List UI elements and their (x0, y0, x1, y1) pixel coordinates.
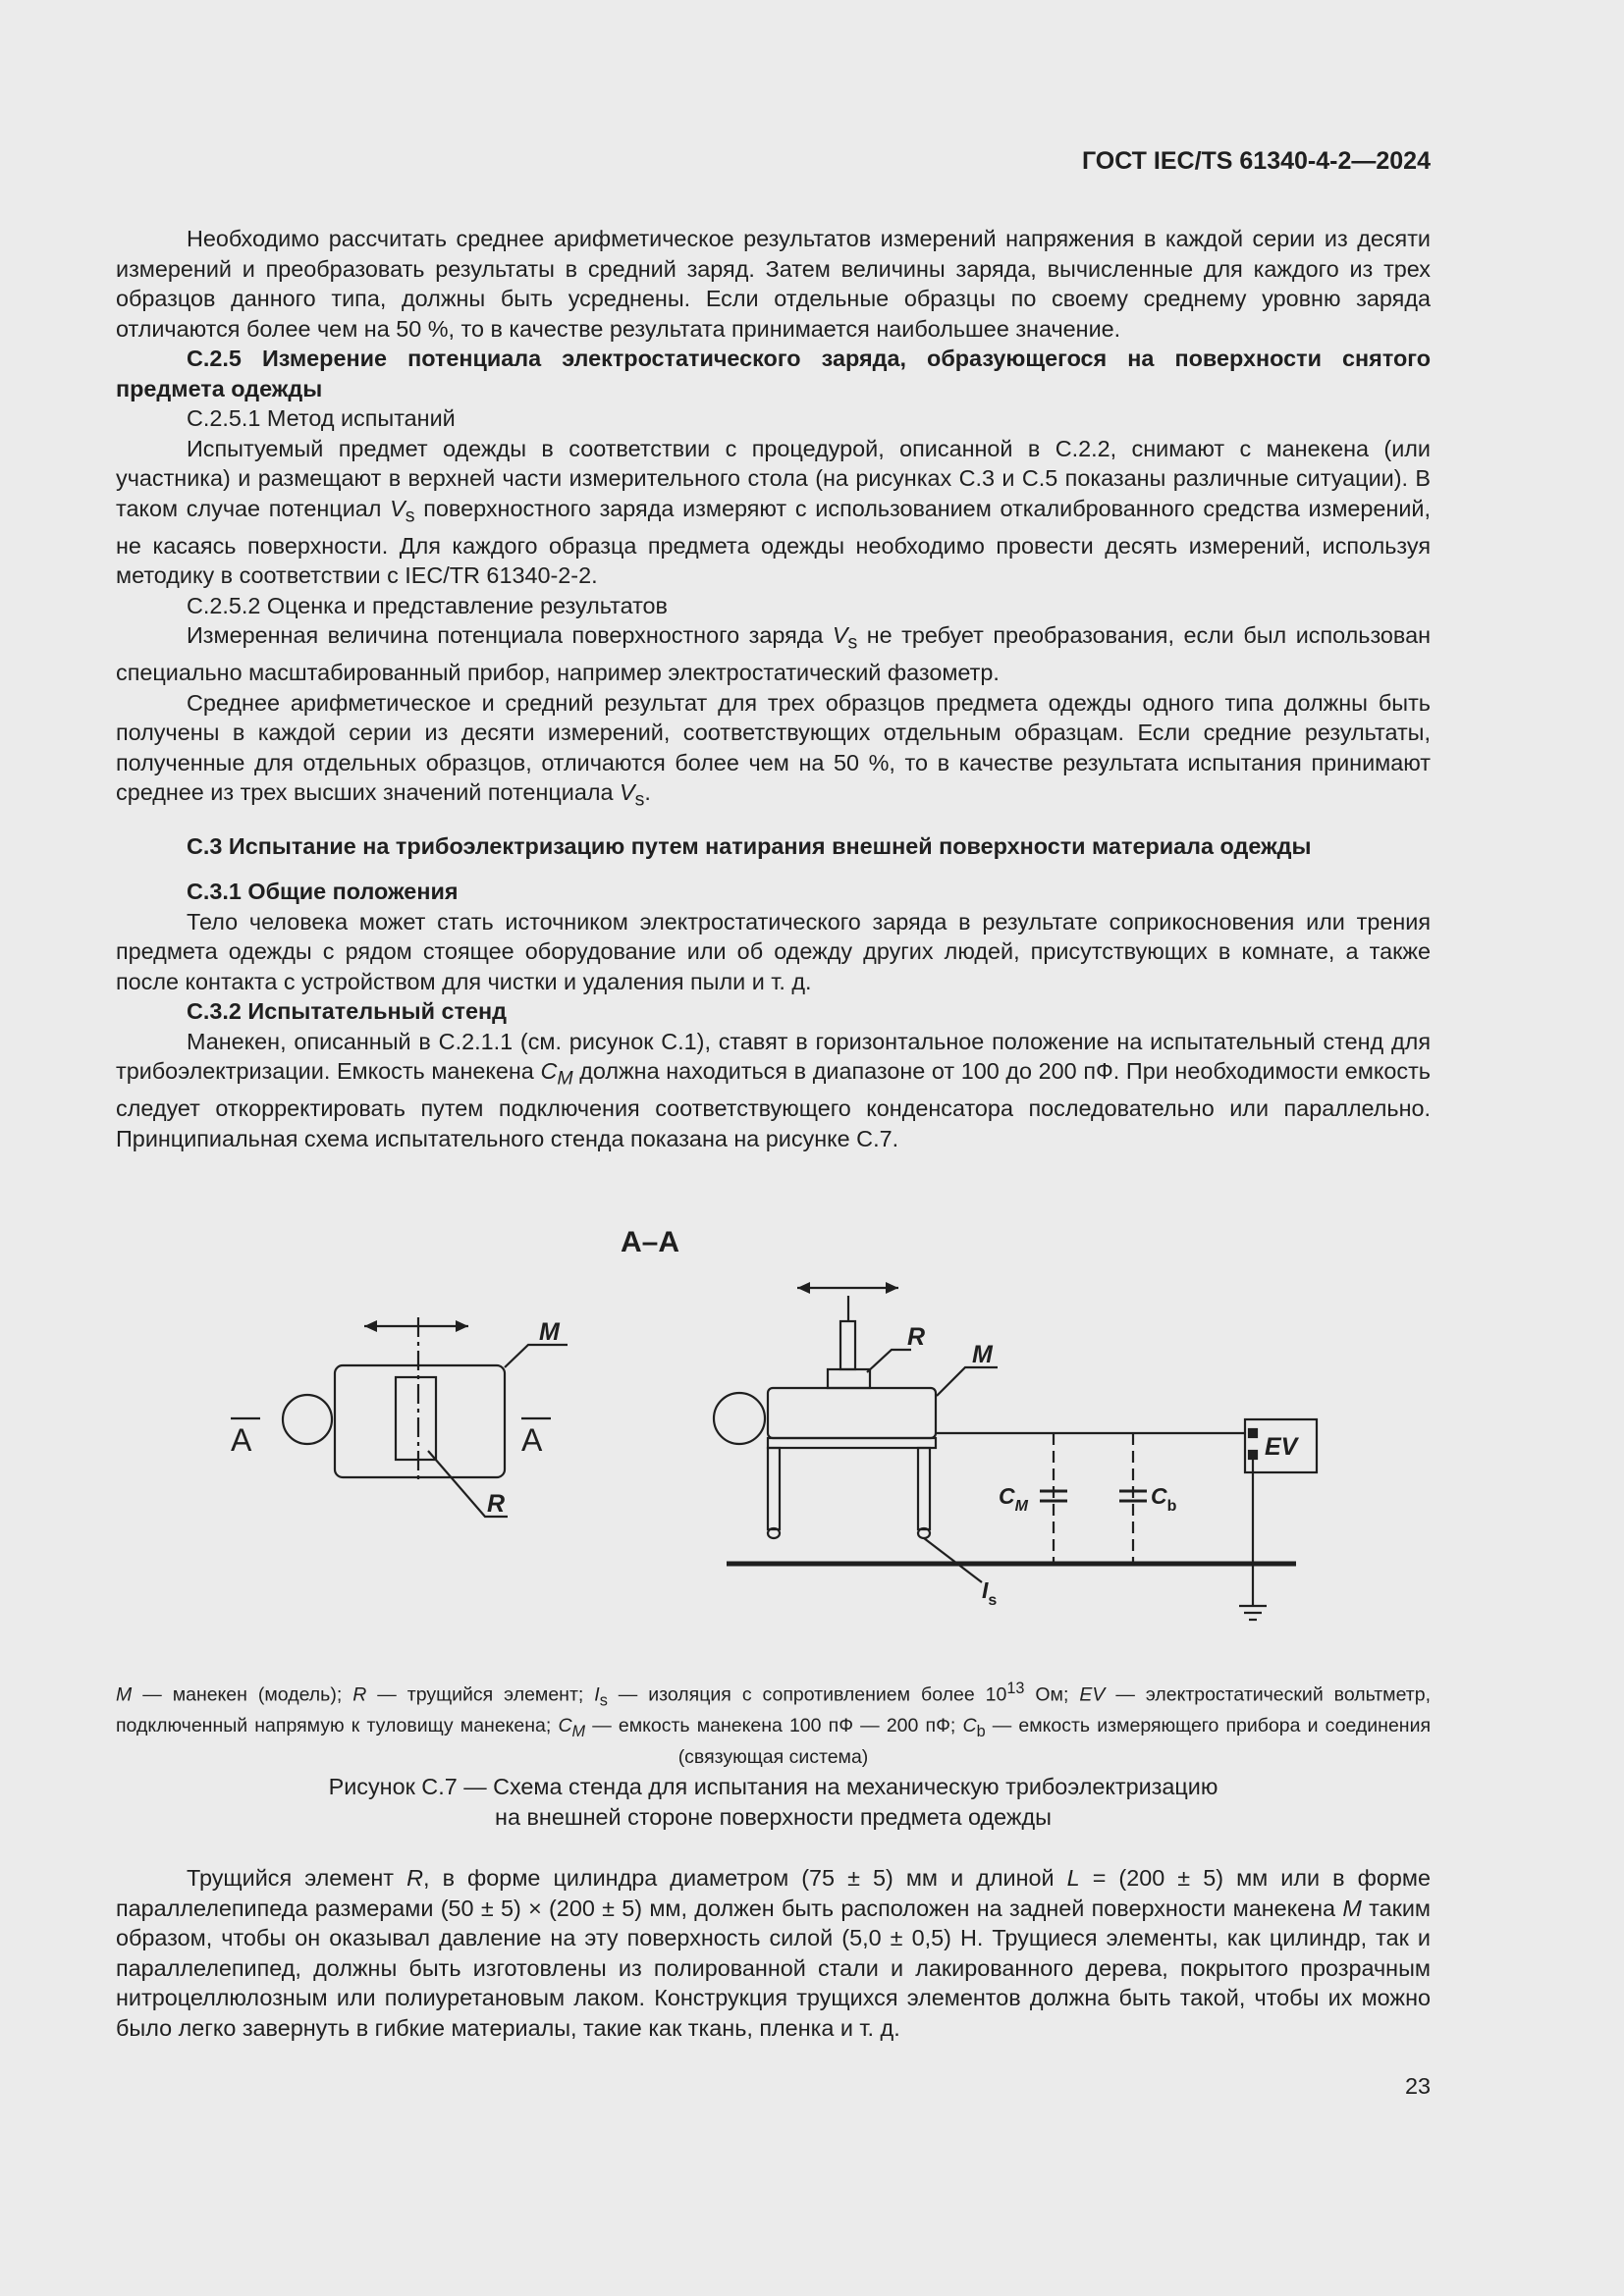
subscript-s: s (599, 1691, 608, 1710)
paragraph-general: Тело человека может стать источником электростатического заряда в результате соприкосновения или трения предмета одежды с рядом стоящее оборудование или об одежду других людей, присутствующих в комнате, а также после контакта с устройством для чистки и удаления пыли и т. д. (116, 908, 1431, 994)
mannequin-head-top-view (283, 1395, 332, 1444)
label-m-left: M (539, 1318, 560, 1346)
figure-caption (116, 1772, 1431, 1833)
rubbing-element-rod (840, 1321, 855, 1369)
figure-c7-svg (0, 1198, 1624, 1659)
label-r-right: R (907, 1323, 926, 1351)
label-ev: EV (1265, 1433, 1298, 1461)
arrowhead-icon (456, 1320, 468, 1332)
table-leg-right (918, 1448, 930, 1529)
figure-c7-diagram (0, 1198, 1624, 1659)
section-letter-left: А (231, 1422, 252, 1458)
exponent: 13 (1006, 1680, 1025, 1697)
table-top (768, 1438, 936, 1448)
heading-c-3-2: С.3.2 Испытательный стенд (187, 998, 507, 1025)
text-run: таким образом, чтобы он оказывал давление на эту поверхность силой (5,0 ± 0,5) Н. Трущиеся элементы, как цилиндр, так и параллелепипед, должны быть изготовлены из полированной стали и лакированного дерева, покрытого прозрачным нитроцеллюлозным или полиуретановым лаком. Конструкция трущихся элементов должна быть такой, чтобы их можно было легко завернуть в гибкие материалы, такие как ткань, пленка и т. д. (116, 1895, 1431, 2041)
voltmeter-terminal-1 (1249, 1429, 1257, 1437)
leader-r-right (867, 1350, 911, 1372)
label-r-left: R (487, 1490, 506, 1518)
heading-c-2-5: С.2.5 Измерение потенциала электростатического заряда, образующегося на поверхности снятого предмета одежды (116, 346, 1431, 401)
symbol-r: R (352, 1683, 367, 1706)
page-number: 23 (1404, 2073, 1431, 2099)
symbol-i: I (594, 1683, 600, 1706)
symbol-ev: EV (1079, 1683, 1106, 1706)
text-run: = (200 ± 5) мм или в форме параллелепипеда размерами (50 ± 5) × (200 ± 5) мм, должен быть расположен на задней поверхности манекена (116, 1865, 1431, 1921)
text-run: — емкость манекена 100 пФ — 200 пФ; (585, 1715, 963, 1737)
mannequin-head-side-view (714, 1393, 765, 1444)
figure-legend (116, 1676, 1431, 1770)
lower-text-block (116, 1863, 1431, 2043)
leader-m-left (505, 1345, 568, 1367)
label-m-right: M (972, 1341, 993, 1368)
symbol-l: L (1066, 1865, 1080, 1891)
heading-c-2-5-2: С.2.5.2 Оценка и представление результатов (187, 592, 668, 618)
table-leg-left (768, 1448, 780, 1529)
document-code-header: ГОСТ IEC/TS 61340-4-2—2024 (1081, 147, 1431, 175)
symbol-r: R (406, 1865, 423, 1891)
leader-is (924, 1538, 982, 1582)
paragraph-averaging: Необходимо рассчитать среднее арифметическое результатов измерений напряжения в каждой серии из десяти измерений и преобразовать результаты в средний заряд. Затем величины заряда, вычисленные для каждого из трех образцов данного типа, должны быть усреднены. Если отдельные образцы по своему среднему уровню заряда отличаются более чем на 50 %, то в качестве результата принимается наибольшее значение. (116, 226, 1431, 342)
caption-line-1: Рисунок С.7 — Схема стенда для испытания на механическую трибоэлектризацию (328, 1774, 1218, 1799)
text-run: . (644, 779, 651, 806)
upper-text-block (116, 224, 1431, 1153)
paragraph-evaluation (116, 620, 1431, 688)
text-run: Измеренная величина потенциала поверхностного заряда (187, 622, 833, 649)
leader-m-right (937, 1367, 998, 1396)
label-cm: $C_M$ (999, 1483, 1028, 1515)
section-label: А–А (621, 1226, 680, 1258)
arrowhead-icon (797, 1282, 810, 1294)
text-run: поверхностного заряда измеряют с использованием откалиброванного средства измерений, не касаясь поверхности. Для каждого образца предмета одежды необходимо провести десять измерений, используя методику в соответствии с IEC/TR 61340-2-2. (116, 495, 1431, 589)
symbol-c: C (962, 1715, 977, 1737)
rubbing-element-top-view (396, 1377, 436, 1460)
symbol-v: V (390, 495, 406, 521)
text-run: Испытуемый предмет одежды в соответствии с процедурой, описанной в С.2.2, снимают с манекена (или участника) и размещают в верхней части измерительного стола (на рисунках С.3 и С.5 показаны различные ситуации). В таком случае потенциал (116, 435, 1431, 521)
subscript-m: M (571, 1723, 586, 1741)
symbol-v: V (832, 622, 848, 649)
subscript-b: b (976, 1723, 986, 1741)
text-run: , в форме цилиндра диаметром (75 ± 5) мм и длиной (423, 1865, 1067, 1891)
legend-text (116, 1676, 1431, 1770)
paragraph-method (116, 434, 1431, 591)
arrowhead-icon (364, 1320, 377, 1332)
symbol-v: V (619, 779, 635, 806)
text-run: Манекен, описанный в С.2.1.1 (см. рисунок С.1), ставят в горизонтальное положение на испытательный стенд для трибоэлектризации. Емкость манекена (116, 1028, 1431, 1085)
paragraph-average-results (116, 688, 1431, 816)
subscript-s: s (405, 505, 415, 527)
symbol-c: C (540, 1058, 558, 1085)
heading-c-3: С.3 Испытание на трибоэлектризацию путем натирания внешней поверхности материала одежды (187, 832, 1312, 859)
label-cb: $C_b$ (1151, 1483, 1177, 1515)
text-run: — электростатический вольтметр, подключенный напрямую к туловищу манекена; (116, 1683, 1431, 1737)
heading-c-3-1: С.3.1 Общие положения (187, 879, 459, 905)
symbol-c: C (558, 1715, 572, 1737)
section-letter-right: А (521, 1422, 543, 1458)
text-run: — трущийся элемент; (366, 1683, 595, 1706)
text-run: должна находиться в диапазоне от 100 до 200 пФ. При необходимости емкость следует откорректировать путем подключения соответствующего конденсатора последовательно или параллельно. Принципиальная схема испытательного стенда показана на рисунке С.7. (116, 1058, 1431, 1151)
mannequin-body-side-view (768, 1388, 936, 1438)
heading-c-2-5-1: С.2.5.1 Метод испытаний (187, 405, 456, 431)
text-run: — манекен (модель); (132, 1683, 353, 1706)
label-is: $I_s$ (982, 1577, 998, 1609)
caption-line-2: на внешней стороне поверхности предмета одежды (495, 1804, 1052, 1830)
arrowhead-icon (886, 1282, 898, 1294)
rubbing-element-base (828, 1369, 870, 1388)
text-run: Трущийся элемент (187, 1865, 407, 1891)
subscript-s: s (634, 789, 645, 812)
text-run: Ом; (1024, 1683, 1080, 1706)
paragraph-rubbing-element (116, 1863, 1431, 2043)
text-run: Среднее арифметическое и средний результат для трех образцов предмета одежды одного типа должны быть получены в каждой серии из десяти измерений, соответствующих отдельным образцам. Если средние результаты, полученные для отдельных образцов, отличаются более чем на 50 %, то в качестве результата испытания принимают среднее из трех высших значений потенциала (116, 689, 1431, 806)
paragraph-test-stand (116, 1027, 1431, 1154)
subscript-s: s (847, 631, 858, 654)
symbol-m: M (116, 1683, 133, 1706)
text-run: — емкость измеряющего прибора и соединения (связующая система) (677, 1715, 1432, 1769)
subscript-m: M (557, 1067, 573, 1090)
text-run: — изоляция с сопротивлением более 10 (607, 1683, 1007, 1706)
symbol-m: M (1342, 1895, 1362, 1921)
text-run: не требует преобразования, если был использован специально масштабированный прибор, например электростатический фазометр. (116, 622, 1432, 686)
